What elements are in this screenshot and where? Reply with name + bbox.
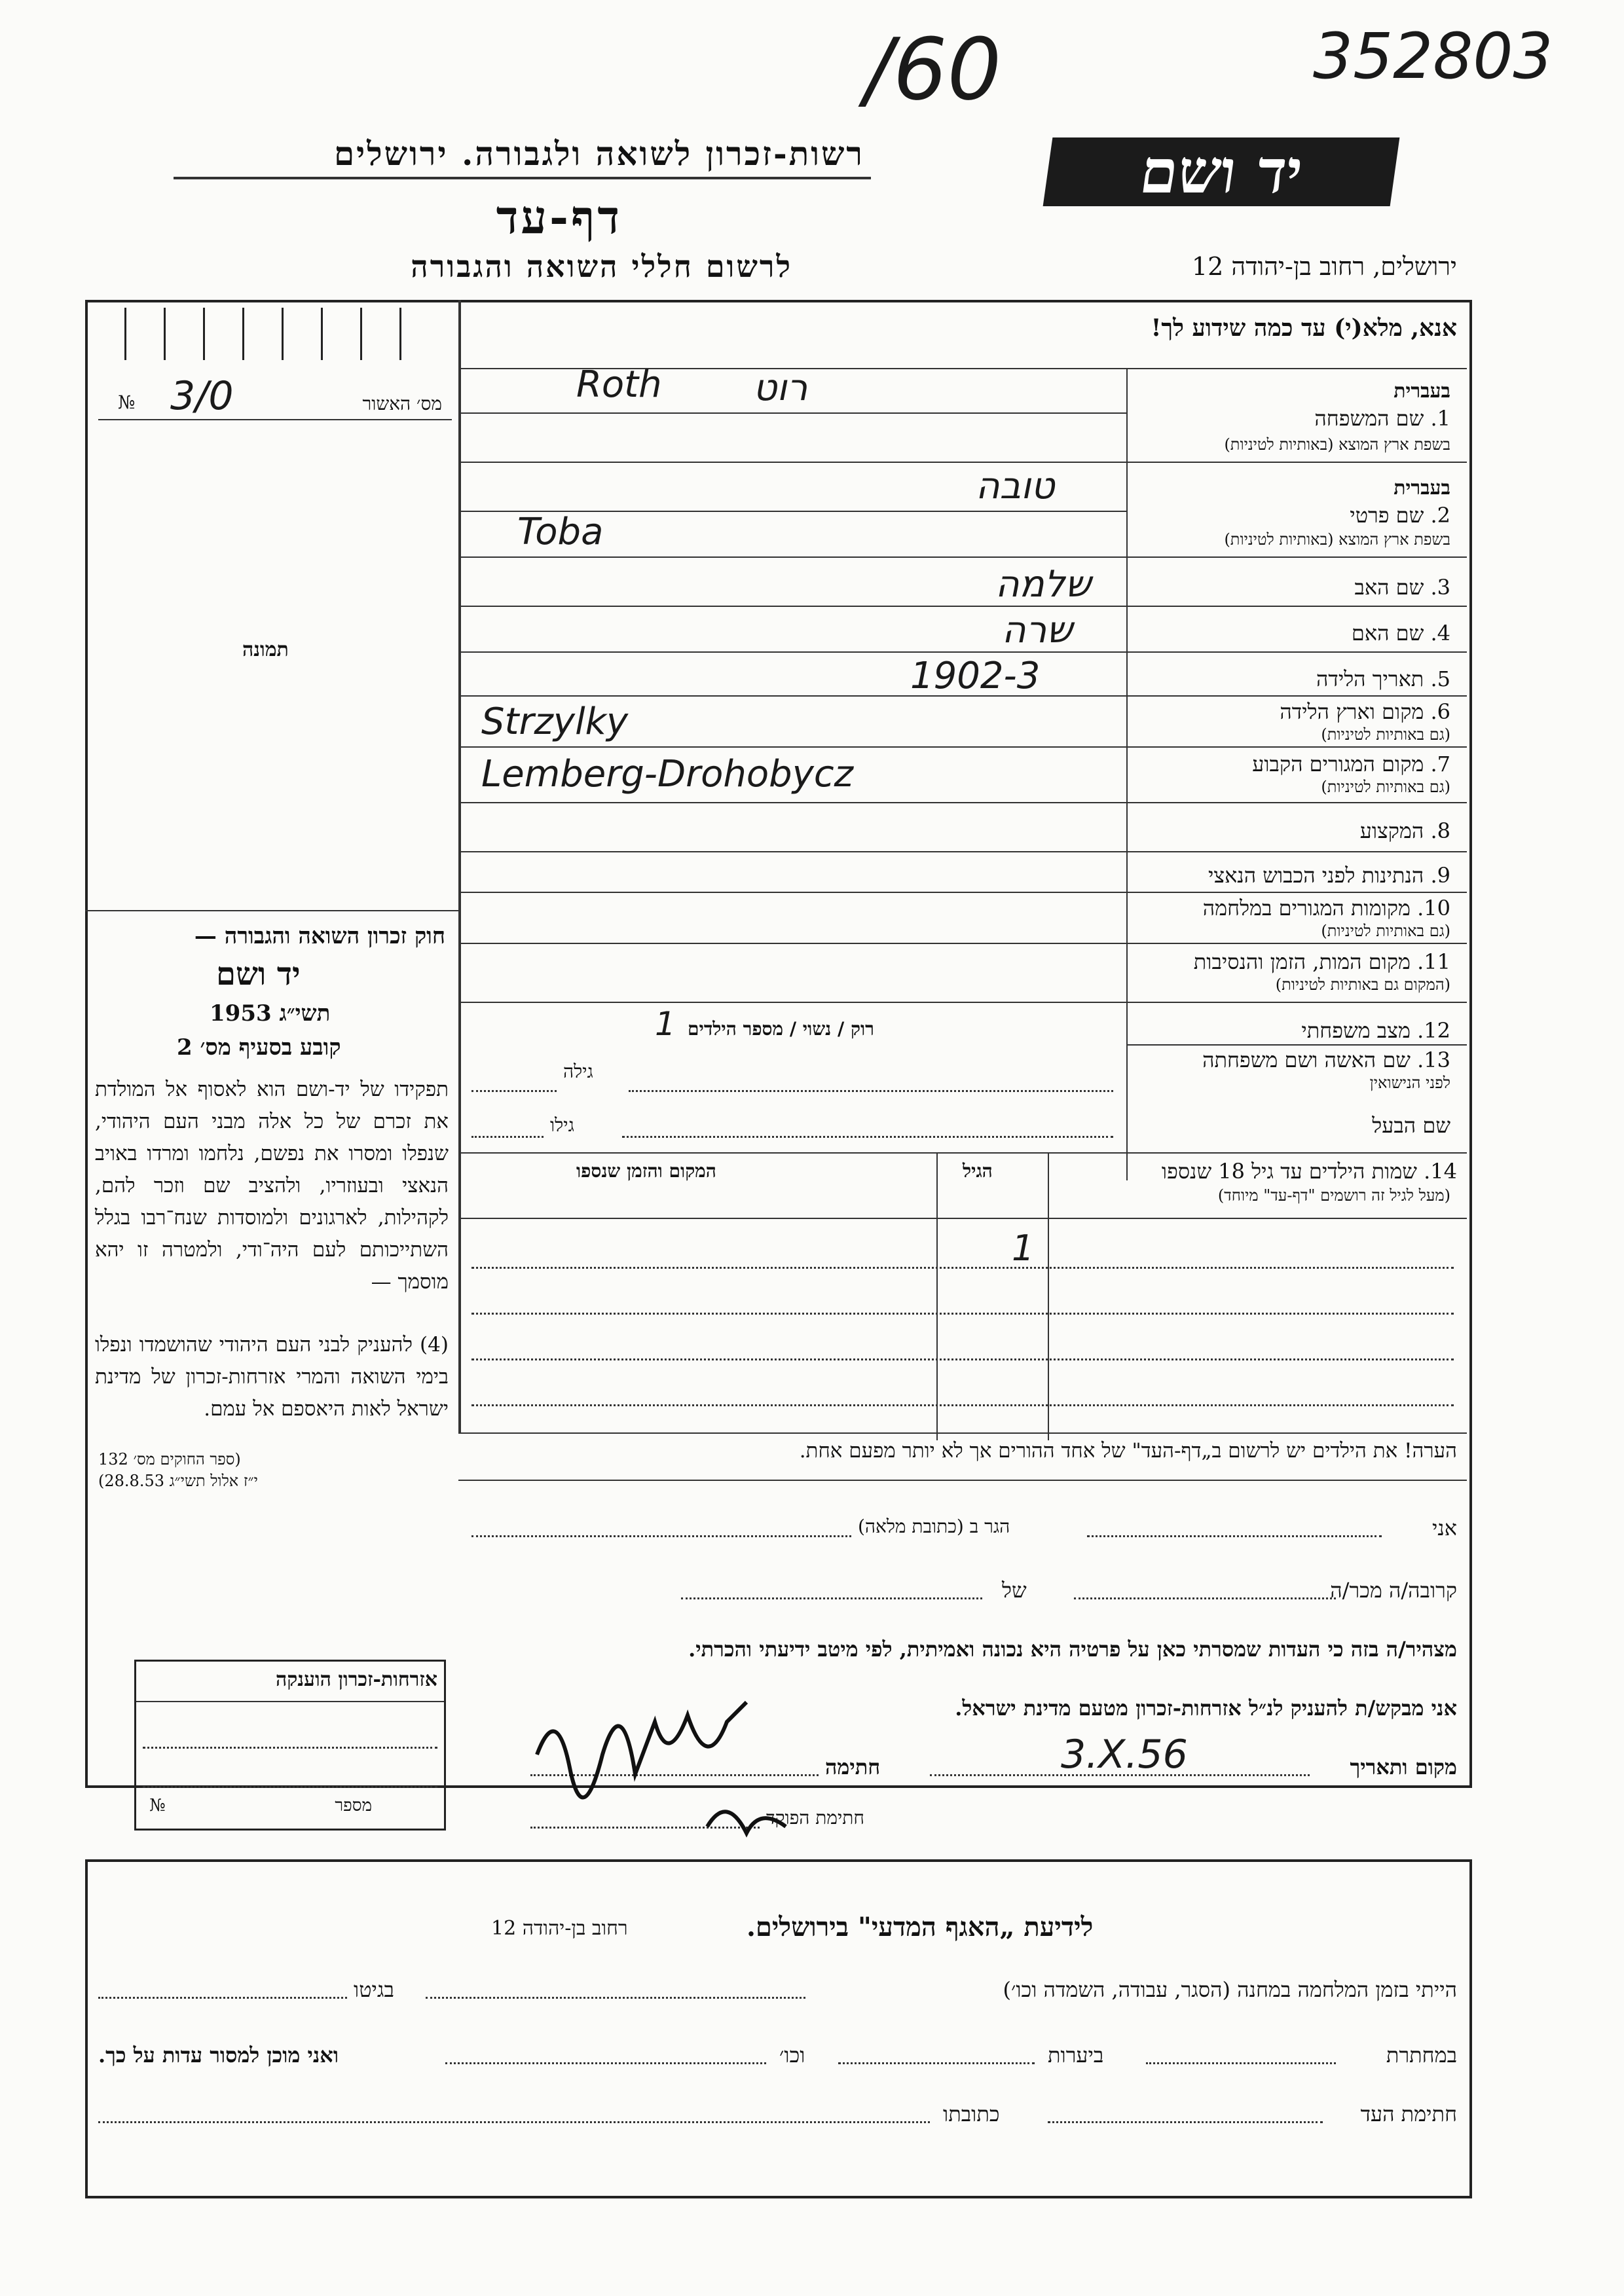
memorial-box-line <box>143 1786 437 1788</box>
row-line <box>458 462 1467 463</box>
children-note: (מעל לגיל זה רושמים "דף-עד" מיוחד) <box>1217 1186 1450 1205</box>
witness-address-label: כתובתו <box>943 2102 1000 2126</box>
relation-line <box>1074 1597 1336 1599</box>
row-line <box>1126 1044 1467 1046</box>
declaration: מצהיר/ה בזה כי העדות שמסרתי כאן על פרטיה היא נכונה ואמיתית, לפי מיטב ידיעתי והכרתי. <box>688 1637 1457 1662</box>
field2-value-hebrew[interactable]: טובה <box>976 465 1055 507</box>
header-underline <box>174 177 871 179</box>
of-name-line <box>681 1597 982 1599</box>
husband-label: שם הבעל <box>1372 1113 1450 1138</box>
request: אני מבקש/ת להעניק לנ״ל אזרחות-זכרון מטעם מדינת ישראל. <box>955 1696 1457 1721</box>
field8-label: 8. המקצוע <box>1359 818 1450 843</box>
field1-latin-note: בשפת ארץ המוצא (באותיות לטיניות) <box>1224 435 1450 454</box>
address-line <box>471 1535 851 1537</box>
field6-note: (גם באותיות לטיניות) <box>1321 725 1450 744</box>
row-line <box>458 746 1467 748</box>
memorial-no-symbol: № <box>149 1796 166 1815</box>
remark-top-line <box>458 1432 1467 1434</box>
children-header-line <box>458 1218 1467 1219</box>
row-line <box>458 651 1467 653</box>
forests-label: ביערות <box>1048 2043 1104 2068</box>
field7-label: 7. מקום המגורים הקבוע <box>1252 752 1450 776</box>
bottom-frame <box>85 1859 1472 2198</box>
photo-bottom-line <box>85 910 458 911</box>
instruction: אנא, מלא(י) עד כמה שידוע לך! <box>1151 314 1457 342</box>
law-text-2: (4) להעניק לבני העם היהודי שהושמדו ונפלו בימי השואה והמרי אזרחות-זכרון של מדינת ישראל לאות היאספם אל עמם. <box>95 1333 449 1421</box>
children-label: 14. שמות הילדים עד גיל 18 שנספו <box>1161 1159 1457 1184</box>
row-line <box>458 1002 1467 1003</box>
law-name: יד ושם <box>216 956 301 993</box>
field10-note: (גם באותיות לטיניות) <box>1321 922 1450 940</box>
declarant-i-label: אני <box>1432 1516 1457 1540</box>
field13-note: לפני הנישואין <box>1369 1074 1450 1092</box>
certificate-ticks <box>98 308 452 367</box>
field9-label: 9. הנתינות לפני הכבוש הנאצי <box>1208 863 1450 888</box>
field2-label: 2. שם פרטי <box>1350 503 1450 528</box>
row-line <box>458 802 1467 803</box>
children-row-line <box>471 1404 1454 1406</box>
law-year: תשי״ג 1953 <box>210 1000 331 1027</box>
underground-label: במחתרת <box>1386 2043 1457 2068</box>
field1-label: 1. שם המשפחה <box>1314 406 1450 431</box>
testimony-ready: ואני מוכן למסור עדות על כך. <box>98 2043 339 2068</box>
archive-number: 352803 <box>1313 20 1553 93</box>
cert-label: מס׳ האשור <box>362 393 442 414</box>
field12-label: 12. מצב משפחתי <box>1301 1018 1450 1043</box>
etc-line <box>445 2062 766 2064</box>
witness-address-line <box>98 2121 930 2123</box>
field3-label: 3. שם האב <box>1354 575 1450 600</box>
law-clause: קובע בסעיף מס׳ 2 <box>177 1034 341 1061</box>
official-signature-label: חתימת הפוקד <box>766 1807 864 1829</box>
row-line <box>458 892 1467 893</box>
memorial-box-line <box>143 1747 437 1749</box>
field11-note: (המקום גם באותיות לטיניות) <box>1275 975 1450 994</box>
row-line <box>458 556 1467 558</box>
witness-signature-label: חתימת העד <box>1360 2102 1457 2126</box>
field3-value[interactable]: שלמה <box>995 563 1092 606</box>
left-column-divider <box>458 300 461 1432</box>
field2-value-latin[interactable]: Toba <box>517 511 604 553</box>
children-count[interactable]: 1 <box>655 1005 676 1043</box>
children-col-divider <box>936 1152 938 1440</box>
witness-signature-line <box>1048 2121 1323 2123</box>
col-age-header: הגיל <box>963 1160 993 1182</box>
file-mark: /60 <box>864 20 1002 119</box>
col-place-header: המקום והזמן שנספו <box>576 1160 716 1182</box>
etc-label: וכו׳ <box>779 2043 805 2068</box>
page-title: דף-עד <box>496 190 622 244</box>
field7-note: (גם באותיות לטיניות) <box>1321 778 1450 796</box>
marital-options: רוק / נשוי / מספר הילדים <box>688 1018 874 1040</box>
field11-label: 11. מקום המות, הזמן והנסיבות <box>1193 949 1450 974</box>
memorial-citizenship-box <box>134 1660 446 1831</box>
cert-no-symbol: № <box>118 392 136 413</box>
row-line <box>458 851 1467 852</box>
page-subtitle: לרשום חללי השואה והגבורה <box>411 249 792 284</box>
wife-name-line <box>629 1090 1113 1092</box>
row-line <box>458 1152 1467 1154</box>
ghetto-label: בגיטו <box>354 1977 394 2002</box>
children-col-divider <box>1048 1152 1049 1440</box>
husband-name-line <box>622 1136 1113 1138</box>
field5-label: 5. תאריך הלידה <box>1316 666 1450 691</box>
field1-value-latin[interactable]: Roth <box>576 363 662 406</box>
law-title: חוק זכרון השואה והגבורה — <box>194 923 445 949</box>
declarant-name-line <box>1087 1535 1382 1537</box>
children-row-line <box>471 1313 1454 1315</box>
law-text: תפקידו של יד-ושם הוא לאסוף אל המולדת את זכרם של כל אלה מבני העם היהודי, שנפלו ומסרו את נפשם, נלחמו ומרדו באויב הנאצי ובעוזריו, ולהציב שם וזכר להם, לקהילות, לארגונים ולמוסדות שנח־רבו בגלל השתייכותם לעם היה־ודי, ולמטרה זו יהא מוסמך — <box>95 1078 449 1294</box>
field4-value[interactable]: שרה <box>1002 609 1073 651</box>
remark-bottom-line <box>458 1480 1467 1481</box>
children-row-line <box>471 1358 1454 1360</box>
husband-age-label: גילו <box>550 1114 574 1136</box>
child-age-value[interactable]: 1 <box>1012 1228 1035 1269</box>
cert-number-value: 3/0 <box>170 373 234 419</box>
signature-scribble <box>511 1676 851 1866</box>
field7-value[interactable]: Lemberg-Drohobycz <box>481 753 854 795</box>
row-line <box>458 943 1467 944</box>
row-line <box>458 695 1467 697</box>
authority-title: רשות-זכרון לשואה ולגבורה. ירושלים <box>333 134 864 173</box>
camp-line <box>426 1997 805 1999</box>
relative-label: קרובה/ה מכר/ה <box>1330 1578 1457 1603</box>
law-source-date: י״ז אלול תשי״ג 28.8.53) <box>98 1472 258 1490</box>
resides-label: הגר ב (כתובת מלאה) <box>858 1516 1010 1537</box>
remark: הערה! את הילדים יש לרשום ב„דף-העד" של אחד ההורים אך לא יותר מפעם אחת. <box>799 1439 1457 1463</box>
photo-label: תמונה <box>242 638 289 661</box>
camp-line-label: הייתי בזמן המלחמה במחנה (הסגר, עבודה, השמדה וכו׳) <box>1003 1977 1457 2002</box>
field4-label: 4. שם האם <box>1351 621 1450 646</box>
row-line <box>458 412 1126 414</box>
bottom-title: לידיעת „האגף המדעי" בירושלים. <box>747 1912 1094 1942</box>
ghetto-line <box>98 1997 347 1999</box>
field5-value[interactable]: 1902-3 <box>910 655 1041 697</box>
field6-value[interactable]: Strzylky <box>481 701 629 743</box>
children-row-line <box>471 1267 1454 1269</box>
field10-label: 10. מקומות המגורים במלחמה <box>1202 896 1450 920</box>
forests-line <box>838 2062 1035 2064</box>
memorial-number-label: מספר <box>335 1796 372 1815</box>
yad-vashem-logo: יד ושם <box>1043 137 1400 206</box>
label-column-divider <box>1126 369 1128 1180</box>
row-line <box>458 511 1126 512</box>
cert-underline <box>98 419 452 420</box>
underground-line <box>1146 2062 1336 2064</box>
wife-age-label: גילה <box>563 1061 593 1082</box>
field2-latin-note: בשפת ארץ המוצא (באותיות לטיניות) <box>1224 530 1450 549</box>
place-date-label: מקום ותאריך <box>1350 1755 1457 1779</box>
memorial-box-line <box>136 1701 444 1702</box>
memorial-box-title: אזרחות-זכרון הוענקה <box>275 1668 437 1691</box>
field1-value-hebrew[interactable]: רוט <box>753 367 808 409</box>
bottom-address: רחוב בן-יהודה 12 <box>491 1917 628 1940</box>
row-line <box>458 606 1467 607</box>
field6-label: 6. מקום וארץ הלידה <box>1280 699 1450 724</box>
signature-label: חתימה <box>825 1755 881 1779</box>
law-source: (ספר החוקים מס׳ 132 <box>98 1450 241 1468</box>
husband-age-line <box>471 1136 544 1138</box>
field1-hebrew-tag: בעברית <box>1393 380 1450 403</box>
header-address: ירושלים, רחוב בן-יהודה 12 <box>1191 252 1457 281</box>
field13-label: 13. שם האשה ושם משפחתה <box>1202 1048 1450 1072</box>
place-date-value[interactable]: 3.X.56 <box>1061 1732 1188 1777</box>
field2-hebrew-tag: בעברית <box>1393 477 1450 500</box>
place-date-line <box>930 1774 1310 1776</box>
wife-age-line <box>471 1090 557 1092</box>
of-label: של <box>1002 1578 1027 1603</box>
